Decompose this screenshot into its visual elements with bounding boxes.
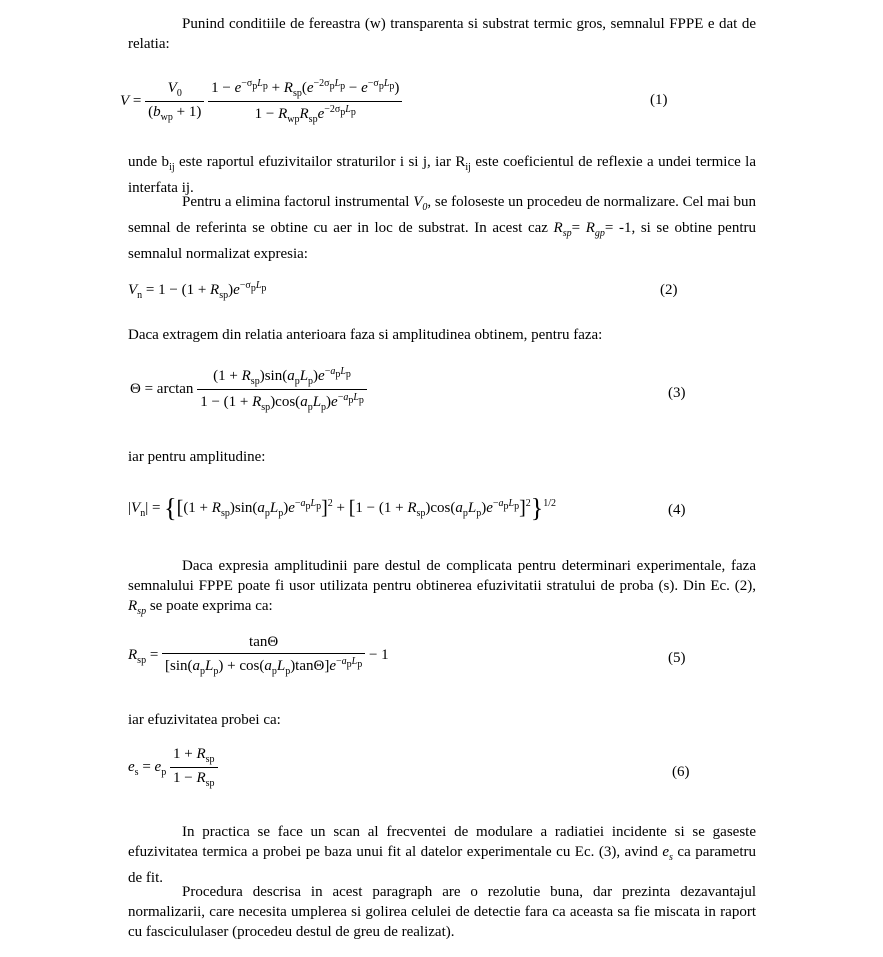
equation-6-number: (6) [672, 764, 690, 780]
paragraph-7 [128, 710, 756, 730]
equation-3-number: (3) [668, 385, 686, 401]
equation-4: $|V_n| = \{[(1 + R_{sp})\sin(a_pL_p)e^{-a_pL_p}]^2 + [1 - (1 + R_{sp})\cos(a_pL_p)e^{-a_pL_p}]^2\}^{1/2}$ [128, 494, 557, 523]
paragraph-5 [128, 447, 756, 467]
equation-2: $V_n = 1 - (1 + R_{sp})e^{-\sigma_pL_p}$ [128, 280, 267, 301]
equation-5: $R_{sp}$ = $\frac{\tan\Theta}{[\sin(a_pL_p) + \cos(a_pL_p)\tan\Theta]e^{-a_pL_p}}$ − 1 [128, 634, 389, 677]
equation-5-number: (5) [668, 650, 686, 666]
equation-2-number: (2) [660, 282, 678, 298]
paragraph-8: In practica se face un scan al frecventei de modulare a radiatiei incidente si se gaseste efuzivitatea termica a probei pe baza unui fit al datelor experimentale cu Ec. (3), avind $e_s$ ca parametru de fit. [128, 824, 756, 886]
equation-1-formula: V = $\frac{V_0}{(b_{wp} + 1)}$ $\frac{1 - e^{-\sigma_pL_p} + R_{sp}(e^{-2\sigma_pL_p} - e^{-\sigma_pL_p})}{1 - R_{wp}R_{sp}e^{-2\sigma_pL_p}}$ [120, 93, 402, 109]
equation-1-number: (1) [650, 92, 668, 108]
paragraph-7-text: iar efuzivitatea probei ca: [128, 712, 281, 728]
paragraph-1-text: Punind conditiile de fereastra (w) transparenta si substrat termic gros, semnalul FPPE e dat de relatia: [128, 16, 756, 52]
equation-3: Θ = arctan $\frac{(1 + R_{sp})\sin(a_pL_p)e^{-a_pL_p}}{1 - (1 + R_{sp})\cos(a_pL_p)e^{-a_pL_p}}$ [130, 366, 367, 413]
paragraph-3: Pentru a elimina factorul instrumental $V_0$, se foloseste un procedeu de normalizare. Cel mai bun semnal de referinta se obtine cu aer in loc de substrat. In acest caz $R_{sp}= R_{gp}= -1$, si se obtine pentru semnalul normalizat expresia: [128, 194, 756, 262]
paragraph-5-text: iar pentru amplitudine: [128, 449, 266, 465]
paragraph-1 [128, 14, 756, 54]
paragraph-6: Daca expresia amplitudinii pare destul de complicata pentru determinari experimentale, faza semnalului FPPE poate fi usor utilizata pentru obtinerea efuzivitatii stratului de proba (s). Din Ec. (2), $R_{sp}$ se poate exprima ca: [128, 558, 756, 617]
paragraph-2: unde $b_{ij}$ este raportul efuzivitailor straturilor i si j, iar $R_{ij}$ este coeficientul de reflexie a undei termice la interfata ij. [128, 154, 756, 196]
paragraph-9-text: Procedura descrisa in acest paragraph are o rezolutie buna, dar prezinta dezavantajul normalizarii, care necesita umplerea si golirea celulei de detectie fara ca aceasta sa fie miscata in raport cu fascicululaser (procedeu destul de greu de realizat). [128, 884, 756, 940]
paragraph-9 [128, 882, 756, 942]
paragraph-4 [128, 325, 756, 345]
paragraph-4-text: Daca extragem din relatia anterioara faza si amplitudinea obtinem, pentru faza: [128, 327, 603, 343]
equation-4-number: (4) [668, 502, 686, 518]
equation-6: $e_s = e_p$ $\frac{1 + R_{sp}}{1 - R_{sp}}$ [128, 746, 218, 789]
equation-1 [120, 78, 402, 125]
